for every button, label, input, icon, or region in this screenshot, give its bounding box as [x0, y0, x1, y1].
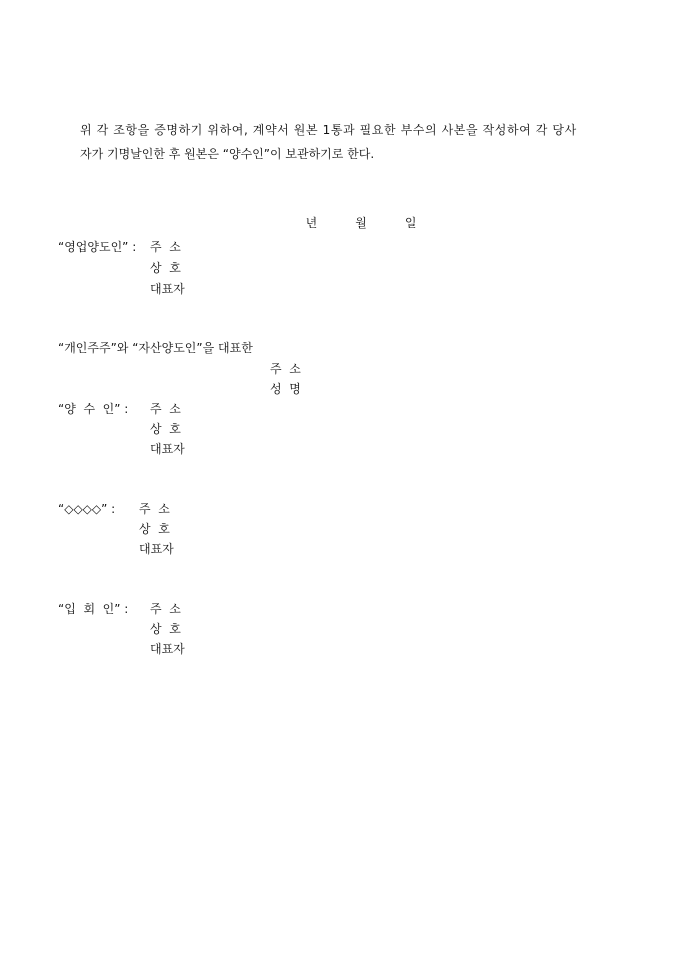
seller-address-label: 주 소: [150, 240, 181, 254]
placeholder-address-label: 주 소: [139, 502, 170, 516]
date-year: 년: [305, 216, 318, 230]
witness-representative-label: 대표자: [150, 642, 185, 656]
date-month: 월: [355, 216, 367, 230]
date-line: [298, 202, 416, 230]
seller-representative-label: 대표자: [150, 282, 185, 296]
intro-line-1: 위 각 조항을 증명하기 위하여, 계약서 원본 1통과 필요한 부수의 사본을 작성하여 각 당사: [80, 123, 577, 137]
shareholders-address-label: 주 소: [270, 362, 301, 376]
buyer-address-label: 주 소: [150, 402, 181, 416]
date-day: 일: [404, 216, 417, 230]
witness-label: “입 회 인” :: [58, 602, 129, 616]
buyer-label: “양 수 인” :: [58, 402, 129, 416]
seller-label: “영업양도인” :: [58, 240, 137, 254]
intro-paragraph: [80, 118, 620, 166]
seller-trade-name-label: 상 호: [150, 261, 181, 275]
witness-trade-name-label: 상 호: [150, 622, 181, 636]
placeholder-trade-name-label: 상 호: [139, 522, 170, 536]
buyer-trade-name-label: 상 호: [150, 422, 181, 436]
placeholder-representative-label: 대표자: [139, 542, 174, 556]
buyer-representative-label: 대표자: [150, 442, 185, 456]
intro-line-2: 자가 기명날인한 후 원본은 “양수인”이 보관하기로 한다.: [80, 147, 375, 161]
witness-address-label: 주 소: [150, 602, 181, 616]
shareholders-name-label: 성 명: [270, 382, 301, 396]
shareholders-label: “개인주주”와 “자산양도인”을 대표한: [58, 341, 253, 355]
placeholder-party-label: “◇◇◇◇” :: [58, 502, 116, 516]
